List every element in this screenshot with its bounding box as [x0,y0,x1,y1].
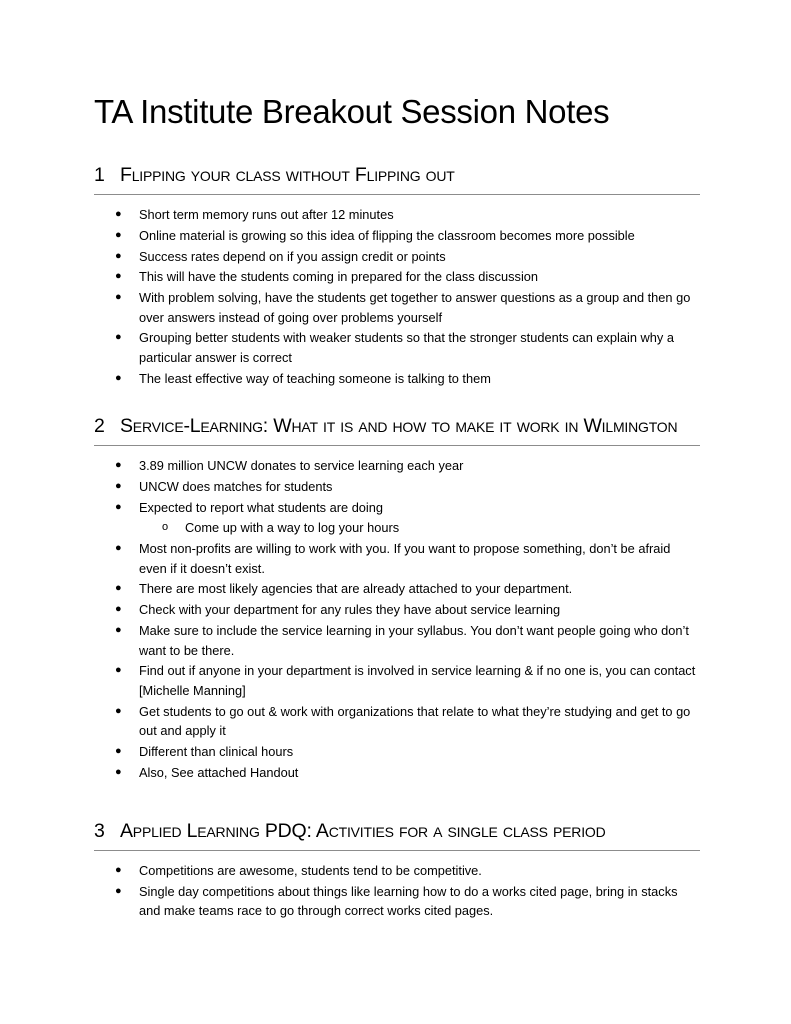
bullet-icon: ● [115,542,122,555]
page-title: TA Institute Breakout Session Notes [94,93,610,130]
bullet-icon: ● [115,249,122,262]
list-item: ● This will have the students coming in prepared for the class discussion [94,267,700,287]
list-item: ● Grouping better students with weaker students so that the stronger students can explain why a particular answer is correct [115,330,674,365]
list-item: ● Success rates depend on if you assign credit or points [94,247,700,267]
bullet-list [94,456,700,782]
section-number: 1 [94,164,105,186]
bullet-icon: ● [115,371,122,384]
list-item: ● Make sure to include the service learning in your syllabus. You don’t want people going who don’t want to be there. [115,623,689,658]
bullet-icon: ● [115,582,122,595]
list-item: ● Get students to go out & work with organizations that relate to what they’re studying and get to go out and apply it [115,703,691,739]
section-number: 2 [94,415,105,437]
bullet-list [94,205,700,388]
list-item: ● Online material is growing so this idea of flipping the classroom becomes more possible [94,226,700,246]
list-item: ● Short term memory runs out after 12 minutes [94,205,700,225]
bullet-icon: ● [115,664,122,677]
section-heading [94,411,700,446]
bullet-icon: ● [115,884,122,897]
bullet-icon: ● [115,459,122,471]
bullet-icon: ● [115,864,122,876]
list-item: ● There are most likely agencies that are already attached to your department. [94,579,700,599]
bullet-icon: ● [115,331,122,344]
list-item: ● With problem solving, have the students get together to answer questions as a group and then go over answers instead of going over problems yourself [115,290,691,325]
sub-list-item: o Come up with a way to log your hours [94,518,700,538]
section-heading-text: Service-Learning: What it is and how to make it work in Wilmington [120,415,678,437]
bullet-icon: ● [115,500,122,513]
list-item: ● The least effective way of teaching someone is talking to them [94,369,700,389]
list-item: ● Expected to report what students are doing [94,498,700,518]
list-item: ● Single day competitions about things like learning how to do a works cited page, bring in stacks and make teams race to go through correct works cited pages. [115,883,678,919]
bullet-list [94,861,700,921]
bullet-icon: ● [115,704,122,717]
section-2 [94,411,700,784]
section-1 [94,160,700,390]
section-heading-text: Flipping your class without Flipping out [120,164,455,186]
section-number: 3 [94,820,105,842]
section-heading [94,160,700,195]
circle-bullet-icon: o [162,521,169,534]
bullet-icon: ● [115,208,122,220]
bullet-icon: ● [115,291,122,304]
list-item: ● Also, See attached Handout [94,763,700,783]
bullet-icon: ● [115,228,122,241]
bullet-icon: ● [115,765,122,778]
list-item: ● Most non-profits are willing to work with you. If you want to propose something, don’t be afraid even if it doesn’t exist. [115,541,671,576]
bullet-icon: ● [115,624,122,637]
bullet-icon: ● [115,603,122,616]
bullet-icon: ● [115,270,122,283]
list-item: ● 3.89 million UNCW donates to service learning each year [94,456,700,476]
list-item: ● UNCW does matches for students [94,477,700,497]
list-item: ● Different than clinical hours [94,742,700,762]
bullet-icon: ● [115,744,122,757]
bullet-icon: ● [115,479,122,492]
list-item: ● Find out if anyone in your department is involved in service learning & if no one is, you can contact [Michelle Manning] [115,663,696,698]
list-item: ● Competitions are awesome, students tend to be competitive. [94,861,700,881]
list-item: ● Check with your department for any rules they have about service learning [94,600,700,620]
section-heading [94,816,700,851]
section-3 [94,816,700,922]
section-heading-text: Applied Learning PDQ: Activities for a single class period [120,820,606,842]
